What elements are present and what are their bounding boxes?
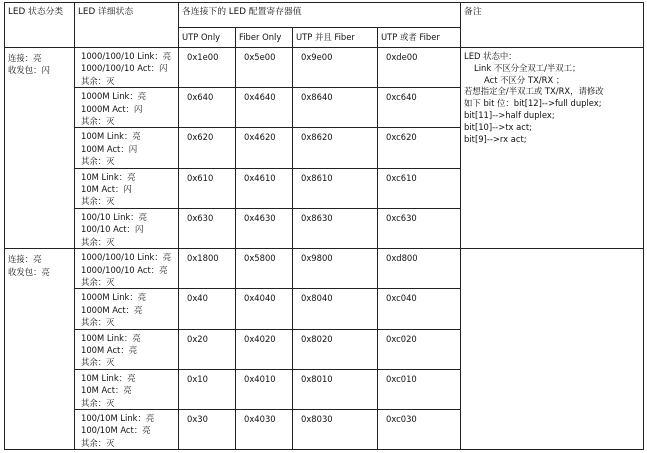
detail-line: 10M Link：亮 <box>81 171 136 182</box>
category-line: 收发包：亮 <box>8 266 50 277</box>
led-detail-cell <box>75 128 179 168</box>
remark-line: bit[10]-->tx act; <box>464 121 532 132</box>
value-fiber-only: 0x5e00 <box>236 48 293 88</box>
value-utp-only: 0x630 <box>179 208 236 248</box>
detail-line: 100M Act：亮 <box>81 344 138 355</box>
detail-line: 其余：灭 <box>81 357 115 368</box>
category-line: 收发包：闪 <box>8 65 50 76</box>
detail-line: 1000M Act：亮 <box>81 304 143 315</box>
detail-line: 其余：灭 <box>81 196 115 207</box>
value-utp-or-fiber: 0xc040 <box>378 289 461 329</box>
value-fiber-only: 0x4020 <box>236 329 293 369</box>
value-utp-and-fiber: 0x8610 <box>293 168 378 208</box>
detail-line: 1000M Act：闪 <box>81 103 143 114</box>
led-detail-cell <box>75 168 179 208</box>
value-utp-or-fiber: 0xc010 <box>378 369 461 409</box>
detail-line: 其余：灭 <box>81 156 115 167</box>
led-detail-cell <box>75 48 179 88</box>
subheader-utp-or-fiber: UTP 或者 Fiber <box>378 28 461 48</box>
led-detail-cell <box>75 208 179 248</box>
detail-line: 10M Act：亮 <box>81 385 132 396</box>
detail-line: 其余：灭 <box>81 437 115 448</box>
detail-line: 1000M Link：亮 <box>81 292 147 303</box>
value-utp-and-fiber: 0x9e00 <box>293 48 378 88</box>
table-row <box>5 249 644 289</box>
value-utp-only: 0x1e00 <box>179 48 236 88</box>
detail-line: 其余：灭 <box>81 317 115 328</box>
detail-line: 10M Link：亮 <box>81 372 136 383</box>
led-detail-cell <box>75 88 179 128</box>
value-utp-and-fiber: 0x8630 <box>293 208 378 248</box>
value-utp-or-fiber: 0xc610 <box>378 168 461 208</box>
category-line: 连接：亮 <box>8 53 42 63</box>
category-line: 连接：亮 <box>8 254 42 265</box>
value-utp-or-fiber: 0xc630 <box>378 208 461 248</box>
header-config-values: 各连接下的 LED 配置寄存器值 <box>179 3 461 28</box>
led-detail-cell <box>75 289 179 329</box>
value-utp-and-fiber: 0x8030 <box>293 409 378 449</box>
led-detail-cell <box>75 369 179 409</box>
value-utp-and-fiber: 0x9800 <box>293 249 378 289</box>
detail-line: 100/10 Act：闪 <box>81 224 144 235</box>
detail-line: 其余：灭 <box>81 276 115 287</box>
detail-line: 10M Act：闪 <box>81 184 132 195</box>
value-fiber-only: 0x4630 <box>236 208 293 248</box>
detail-line: 其余：灭 <box>81 75 115 86</box>
value-utp-or-fiber: 0xc030 <box>378 409 461 449</box>
remark-line: Link 不区分全双工/半双工； <box>474 62 581 73</box>
table-row <box>5 48 644 88</box>
subheader-fiber-only: Fiber Only <box>236 28 293 48</box>
header-row <box>5 3 644 28</box>
remark-cell <box>461 48 644 249</box>
detail-line: 100M Link：亮 <box>81 332 141 343</box>
value-fiber-only: 0x5800 <box>236 249 293 289</box>
subheader-utp-only: UTP Only <box>179 28 236 48</box>
detail-line: 100/10M Act：亮 <box>81 425 151 436</box>
detail-line: 100/10M Link：亮 <box>81 412 155 423</box>
detail-line: 100M Act：闪 <box>81 143 138 154</box>
value-utp-only: 0x640 <box>179 88 236 128</box>
value-utp-only: 0x620 <box>179 128 236 168</box>
detail-line: 1000M Link：亮 <box>81 91 147 102</box>
value-utp-and-fiber: 0x8040 <box>293 289 378 329</box>
header-remark: 备注 <box>461 3 644 48</box>
detail-line: 其余：灭 <box>81 236 115 247</box>
led-detail-cell <box>75 409 179 449</box>
value-utp-only: 0x10 <box>179 369 236 409</box>
detail-line: 100/10 Link：亮 <box>81 211 148 222</box>
value-utp-only: 0x1800 <box>179 249 236 289</box>
value-utp-or-fiber: 0xd800 <box>378 249 461 289</box>
value-utp-and-fiber: 0x8010 <box>293 369 378 409</box>
header-led-detail: LED 详细状态 <box>75 3 179 48</box>
led-detail-cell <box>75 329 179 369</box>
value-fiber-only: 0x4040 <box>236 289 293 329</box>
remark-line: Act 不区分 TX/RX ； <box>484 74 565 85</box>
remark-title: LED 状态中： <box>464 51 517 61</box>
value-utp-only: 0x40 <box>179 289 236 329</box>
value-utp-or-fiber: 0xc020 <box>378 329 461 369</box>
detail-line: 100M Link：亮 <box>81 131 141 142</box>
value-utp-or-fiber: 0xc640 <box>378 88 461 128</box>
value-fiber-only: 0x4620 <box>236 128 293 168</box>
value-utp-or-fiber: 0xc620 <box>378 128 461 168</box>
value-utp-only: 0x20 <box>179 329 236 369</box>
remark-line: bit[11]-->half duplex; <box>464 109 555 120</box>
remark-line: 如下 bit 位：bit[12]-->full duplex; <box>464 98 602 109</box>
detail-line: 1000/100/10 Link：亮 <box>81 252 172 263</box>
remark-cell-empty <box>461 249 644 450</box>
led-category-cell <box>5 48 75 249</box>
detail-line: 1000/100/10 Link：亮 <box>81 51 172 61</box>
value-fiber-only: 0x4610 <box>236 168 293 208</box>
led-category-cell <box>5 249 75 450</box>
value-utp-only: 0x610 <box>179 168 236 208</box>
value-fiber-only: 0x4030 <box>236 409 293 449</box>
value-utp-or-fiber: 0xde00 <box>378 48 461 88</box>
subheader-utp-and-fiber: UTP 并且 Fiber <box>293 28 378 48</box>
detail-line: 1000/100/10 Act：亮 <box>81 264 168 275</box>
value-fiber-only: 0x4010 <box>236 369 293 409</box>
value-utp-and-fiber: 0x8020 <box>293 329 378 369</box>
remark-line: 若想指定全/半双工或 TX/RX，请修改 <box>464 86 604 97</box>
detail-line: 其余：灭 <box>81 397 115 408</box>
led-detail-cell <box>75 249 179 289</box>
header-led-category: LED 状态分类 <box>5 3 75 48</box>
remark-line: bit[9]-->rx act; <box>464 133 527 144</box>
led-config-table <box>4 2 644 450</box>
detail-line: 1000/100/10 Act：闪 <box>81 63 168 74</box>
detail-line: 其余：灭 <box>81 116 115 127</box>
value-utp-and-fiber: 0x8620 <box>293 128 378 168</box>
value-utp-and-fiber: 0x8640 <box>293 88 378 128</box>
value-utp-only: 0x30 <box>179 409 236 449</box>
value-fiber-only: 0x4640 <box>236 88 293 128</box>
